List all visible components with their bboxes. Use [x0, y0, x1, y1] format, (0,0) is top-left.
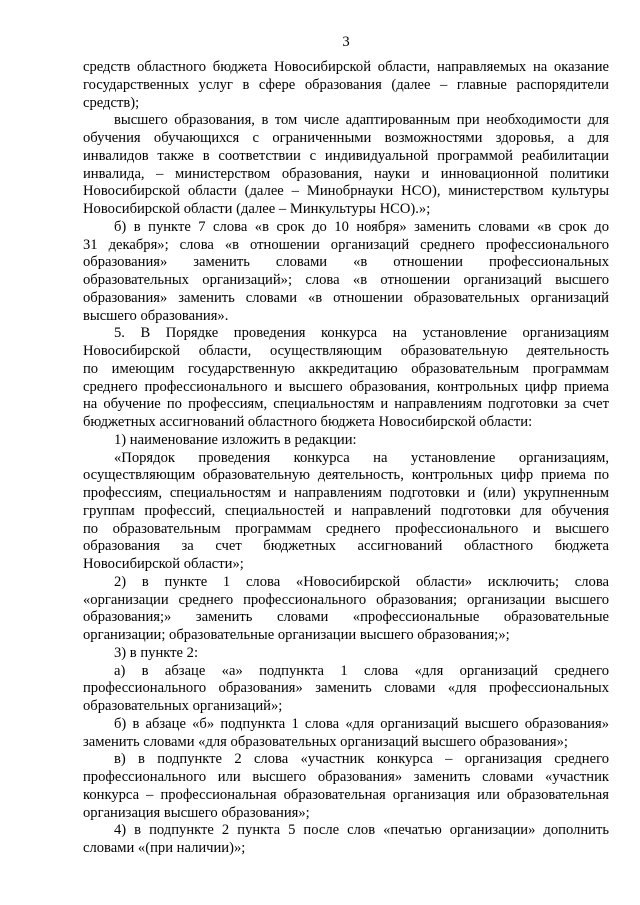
text-line: профессиям, специальностям и направлениям подготовки и (или) укрупненным [83, 485, 609, 501]
text-line: инвалида, – министерством образования, науки и инновационной политики [83, 165, 609, 182]
paragraph-subitem-1-title [83, 432, 609, 450]
text-line: словами «(при наличии)»; [83, 840, 246, 856]
text-line: б) в абзаце «б» подпункта 1 слова «для организаций высшего образования» [114, 715, 609, 732]
text-line: инвалидов также в соответствии с индивидуальной программой реабилитации [83, 147, 609, 164]
paragraph-continued [83, 59, 609, 112]
text-line: «Порядок проведения конкурса на установление организациям, [114, 449, 609, 466]
text-line: Новосибирской области (далее – Минобрнауки НСО), министерством культуры [83, 183, 609, 200]
paragraph-subitem-2-point-1 [83, 574, 609, 645]
text-line: конкурса – профессиональная образовательная организация или образовательная [83, 786, 609, 803]
text-line: средств); [83, 94, 140, 111]
text-line: осуществляющим образовательную деятельность, контрольных цифр приема по [83, 467, 609, 484]
text-line: на обучение по профессиям, специальностям и направлениям подготовки за счет [83, 396, 609, 413]
text-line: по имеющим государственную аккредитацию образовательным программам [83, 360, 609, 377]
text-line: Новосибирской области (далее – Минкультуры НСО).»; [83, 201, 431, 217]
text-line: 5. В Порядке проведения конкурса на установление организациям [114, 325, 609, 342]
text-line: Новосибирской области, осуществляющим образовательную деятельность [83, 343, 609, 359]
document-body [83, 59, 609, 858]
text-line: образования за счет бюджетных ассигнований областного бюджета [83, 538, 609, 555]
text-line: средств областного бюджета Новосибирской области, направляемых на оказание [83, 59, 609, 75]
text-line: государственных услуг в сфере образования (далее – главные распорядители [83, 76, 609, 93]
text-line: заменить словами «для образовательных организаций высшего образования»; [83, 733, 568, 750]
paragraph-higher-education [83, 112, 609, 219]
text-line: 2) в пункте 1 слова «Новосибирской области» исключить; слова [114, 573, 609, 590]
text-line: высшего образования, в том числе адаптированным при необходимости для [114, 112, 609, 129]
text-line: б) в пункте 7 слова «в срок до 10 ноября» заменить словами «в срок до [114, 218, 609, 235]
text-line: «организации среднего профессионального образования; организации высшего [83, 591, 609, 608]
text-line: образования;» заменить словами «профессиональные образовательные [83, 609, 609, 626]
text-line: 1) наименование изложить в редакции: [114, 431, 357, 448]
paragraph-item-5-competition-procedure [83, 325, 609, 432]
paragraph-subitem-b [83, 716, 609, 752]
text-line: а) в абзаце «а» подпункта 1 слова «для организаций среднего [114, 662, 609, 679]
paragraph-item-b-point-7 [83, 219, 609, 326]
text-line: Новосибирской области»; [83, 556, 244, 572]
text-line: образовательных организаций»; [83, 698, 283, 714]
text-line: высшего образования». [83, 307, 229, 324]
text-line: 4) в подпункте 2 пункта 5 после слов «печатью организации» дополнить [114, 822, 609, 839]
text-line: организации; образовательные организации высшего образования;»; [83, 627, 510, 643]
text-line: 31 декабря»; слова «в отношении организаций среднего профессионального [83, 236, 609, 253]
paragraph-subitem-3-point-2 [83, 645, 609, 663]
text-line: бюджетных ассигнований областного бюджета Новосибирской области: [83, 414, 533, 430]
text-line: организация высшего образования»; [83, 804, 310, 821]
paragraph-quoted-title [83, 450, 609, 574]
text-line: обучения обучающихся с ограниченными возможностями здоровья, а для [83, 130, 609, 146]
page-number: 3 [342, 34, 350, 50]
text-line: образования» заменить словами «в отношении профессиональных [83, 254, 609, 271]
paragraph-subitem-4-point-5 [83, 822, 609, 858]
text-line: в) в подпункте 2 слова «участник конкурса – организация среднего [114, 751, 609, 768]
text-line: среднего профессионального и высшего образования, контрольных цифр приема [83, 378, 609, 395]
text-line: профессионального образования» заменить словами «для профессиональных [83, 680, 609, 697]
text-line: группам профессий, специальностей и направлений подготовки для обучения [83, 502, 609, 519]
text-line: образования» заменить словами «в отношении образовательных организаций [83, 289, 609, 306]
text-line: 3) в пункте 2: [114, 644, 199, 661]
text-line: образовательных организаций»; слова «в отношении организаций высшего [83, 272, 609, 288]
text-line: профессионального или высшего образования» заменить словами «участник [83, 769, 609, 785]
paragraph-subitem-v [83, 751, 609, 822]
paragraph-subitem-a [83, 663, 609, 716]
text-line: по образовательным программам среднего профессионального и высшего [83, 520, 609, 537]
